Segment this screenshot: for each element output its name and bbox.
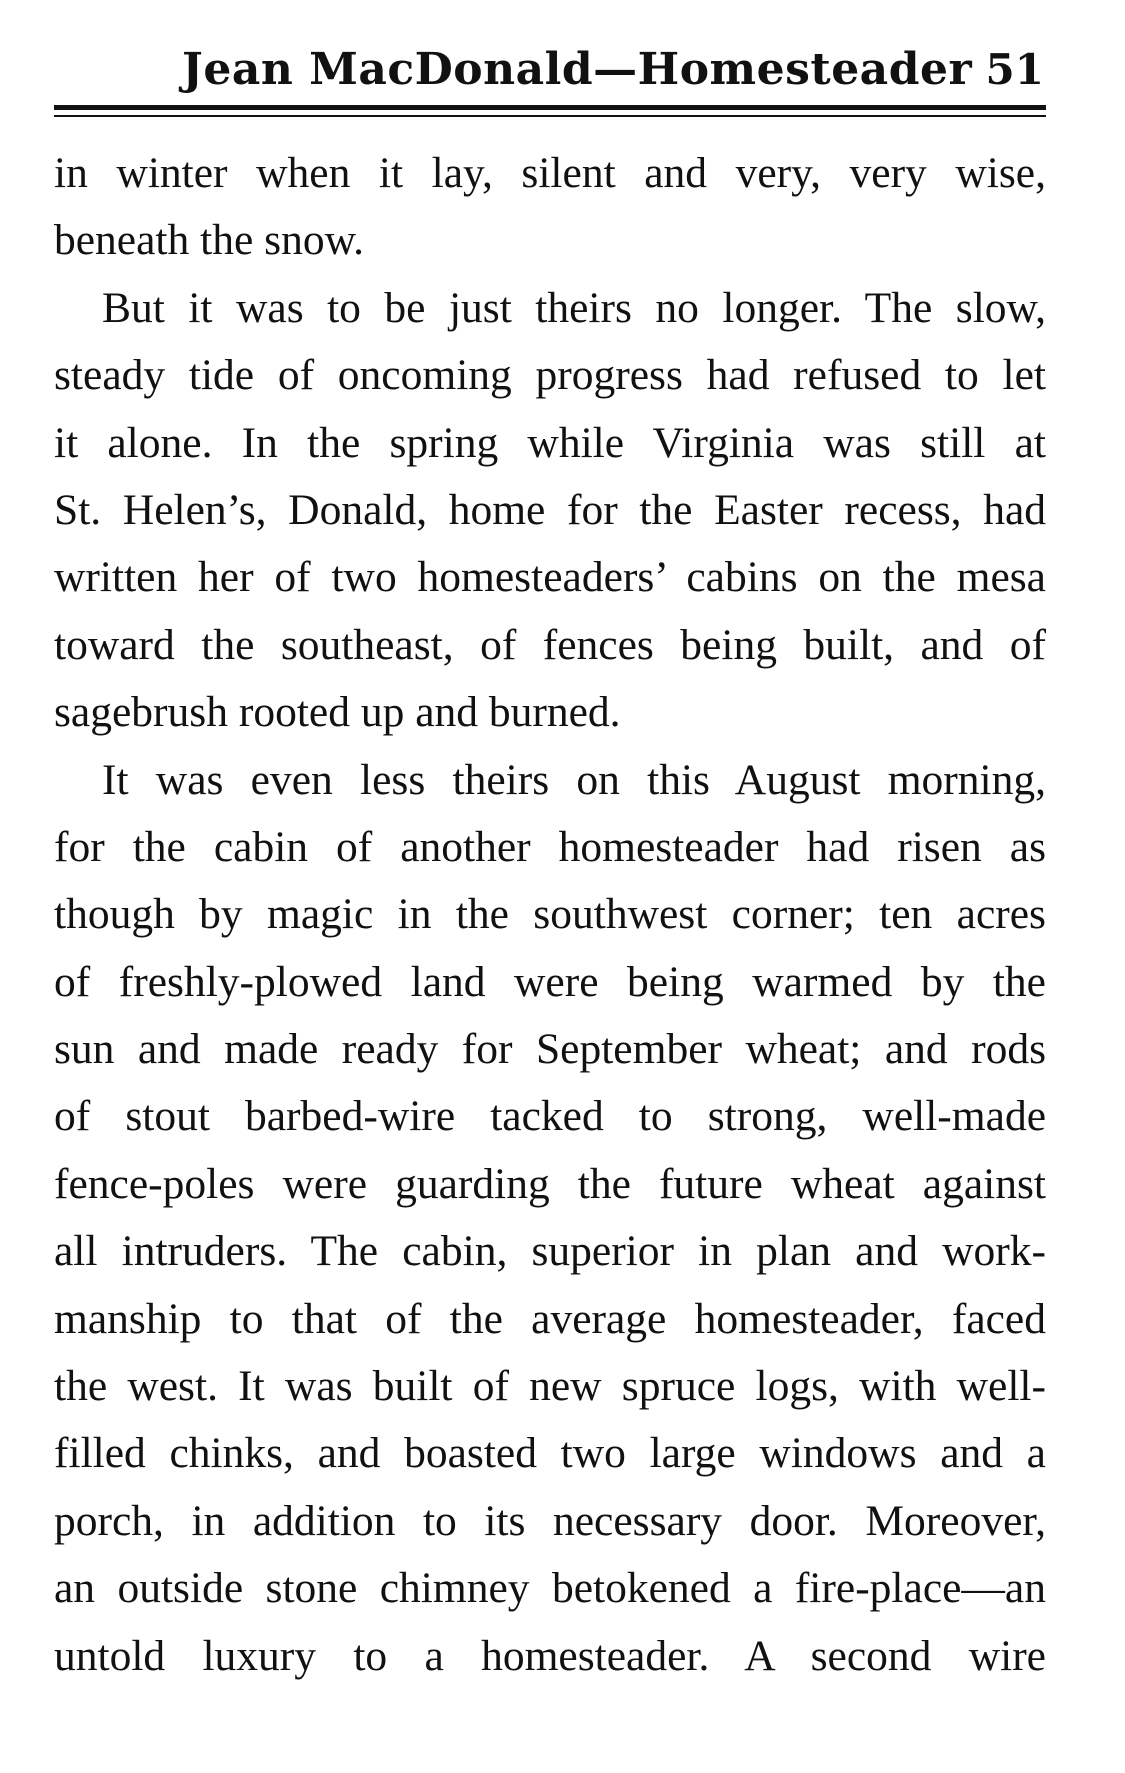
text-line: fence-poles were guarding the future wheat against <box>54 1159 1046 1208</box>
running-title: Jean MacDonald—Homesteader <box>182 44 973 95</box>
text-line: of freshly-plowed land were being warmed by the <box>54 957 1046 1006</box>
text-line: all intruders. The cabin, superior in plan and work- <box>54 1227 1046 1276</box>
text-line: of stout barbed-wire tacked to strong, well-made <box>54 1092 1046 1141</box>
text-line: toward the southeast, of fences being built, and of <box>54 620 1046 669</box>
text-line: beneath the snow. <box>54 216 365 265</box>
text-line: untold luxury to a homesteader. A second wire <box>54 1631 1046 1680</box>
page-number: 51 <box>985 45 1044 94</box>
text-line: it alone. In the spring while Virginia was still at <box>54 418 1046 467</box>
text-line: St. Helen’s, Donald, home for the Easter recess, had <box>54 485 1046 534</box>
text-line: for the cabin of another homesteader had risen as <box>54 822 1046 871</box>
text-line: though by magic in the southwest corner; ten acres <box>54 890 1046 939</box>
text-line: in winter when it lay, silent and very, very wise, <box>54 149 1046 197</box>
body-text <box>54 140 1046 1690</box>
text-line: written her of two homesteaders’ cabins on the mesa <box>54 553 1046 602</box>
text-line: sun and made ready for September wheat; and rods <box>54 1025 1046 1074</box>
running-head <box>54 38 1044 102</box>
text-line: porch, in addition to its necessary door. Moreover, <box>54 1496 1046 1545</box>
text-line: But it was to be just theirs no longer. The slow, <box>102 283 1046 332</box>
text-line: sagebrush rooted up and burned. <box>54 688 621 737</box>
header-rule-thick <box>54 105 1046 110</box>
text-line: manship to that of the average homesteader, faced <box>54 1294 1046 1343</box>
text-line: an outside stone chimney betokened a fire-place—an <box>54 1564 1046 1613</box>
text-line: the west. It was built of new spruce logs, with well- <box>54 1362 1046 1411</box>
text-line: It was even less theirs on this August morning, <box>102 755 1046 804</box>
text-line: steady tide of oncoming progress had refused to let <box>54 351 1046 400</box>
header-rule-thin <box>54 115 1046 117</box>
text-line: filled chinks, and boasted two large windows and a <box>54 1429 1046 1478</box>
